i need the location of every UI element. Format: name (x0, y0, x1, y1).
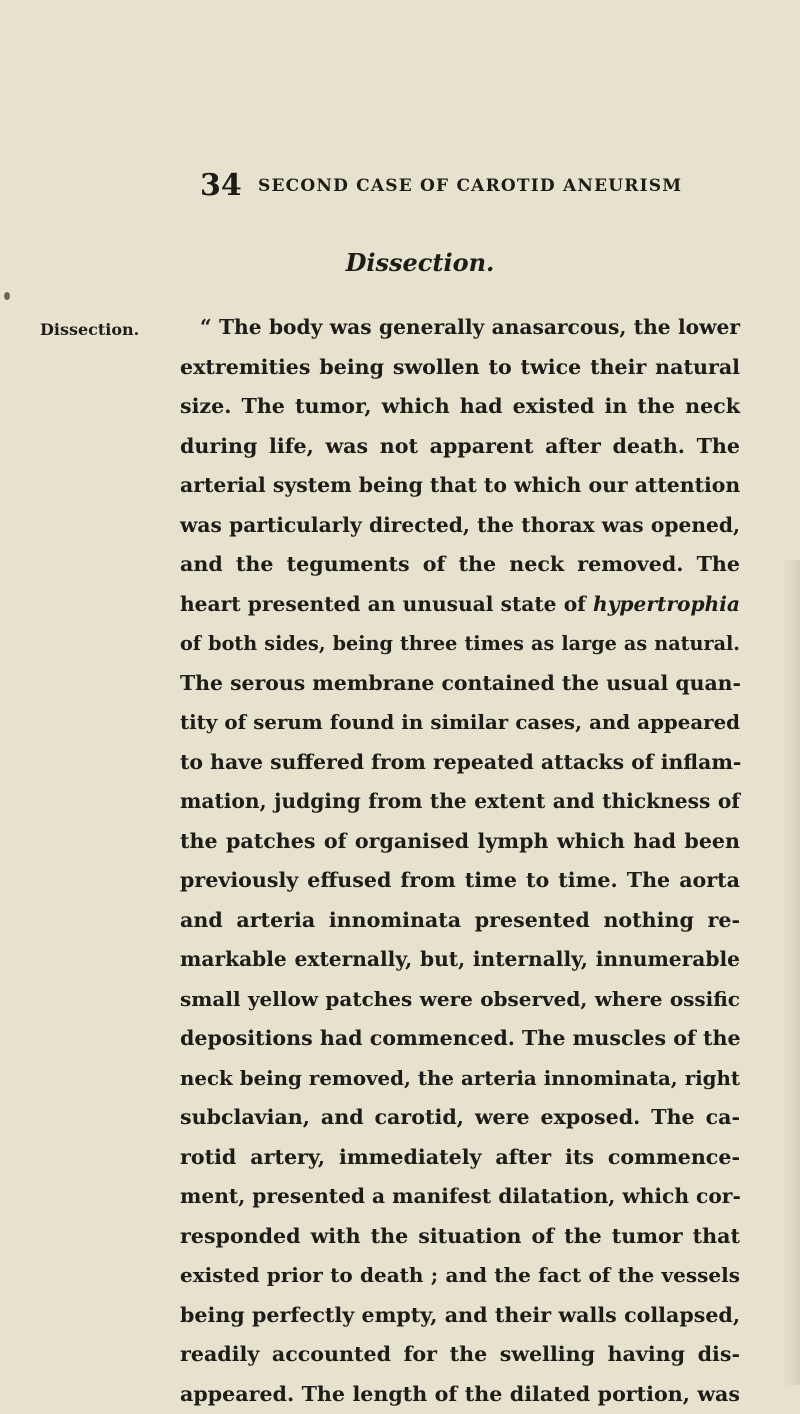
section-title: Dissection. (0, 248, 800, 277)
page-edge-shadow (782, 560, 800, 1385)
text-line: of both sides, being three times as large as natural. (180, 624, 740, 664)
text-line: The serous membrane contained the usual quan- (180, 664, 740, 704)
text-line: and arteria innominata presented nothing re- (180, 901, 740, 941)
text-line: arterial system being that to which our attention (180, 466, 740, 506)
text-line: extremities being swollen to twice their natural (180, 348, 740, 388)
text-line: heart presented an unusual state of hypertrophia (180, 585, 740, 625)
text-line: responded with the situation of the tumor that (180, 1217, 740, 1257)
text-line: size. The tumor, which had existed in the neck (180, 387, 740, 427)
running-head: SECOND CASE OF CAROTID ANEURISM (258, 176, 682, 196)
text-line: mation, judging from the extent and thickness of (180, 782, 740, 822)
text-line: readily accounted for the swelling having dis- (180, 1335, 740, 1375)
text-line: and the teguments of the neck removed. The (180, 545, 740, 585)
ink-smudge (4, 292, 10, 300)
text-line: appeared. The length of the dilated portion, was (180, 1375, 740, 1414)
text-line: subclavian, and carotid, were exposed. The ca- (180, 1098, 740, 1138)
page-number: 34 (200, 168, 242, 203)
text-line: ment, presented a manifest dilatation, which cor- (180, 1177, 740, 1217)
text-line: markable externally, but, internally, innumerable (180, 940, 740, 980)
text-line: the patches of organised lymph which had been (180, 822, 740, 862)
text-line: was particularly directed, the thorax was opened, (180, 506, 740, 546)
body-paragraph (180, 308, 740, 1414)
margin-note: Dissection. (40, 320, 139, 339)
text-line: tity of serum found in similar cases, and appeared (180, 703, 740, 743)
text-line: previously effused from time to time. The aorta (180, 861, 740, 901)
text-line: “ The body was generally anasarcous, the lower (180, 308, 740, 348)
text-line: during life, was not apparent after death. The (180, 427, 740, 467)
text-line: small yellow patches were observed, where ossific (180, 980, 740, 1020)
text-line: existed prior to death ; and the fact of the vessels (180, 1256, 740, 1296)
text-line: depositions had commenced. The muscles of the (180, 1019, 740, 1059)
text-line: neck being removed, the arteria innominata, right (180, 1059, 740, 1099)
text-line: being perfectly empty, and their walls collapsed, (180, 1296, 740, 1336)
italic-term: hypertrophia (593, 592, 740, 616)
text-line: rotid artery, immediately after its commence- (180, 1138, 740, 1178)
text-line: to have suffered from repeated attacks of inflam- (180, 743, 740, 783)
